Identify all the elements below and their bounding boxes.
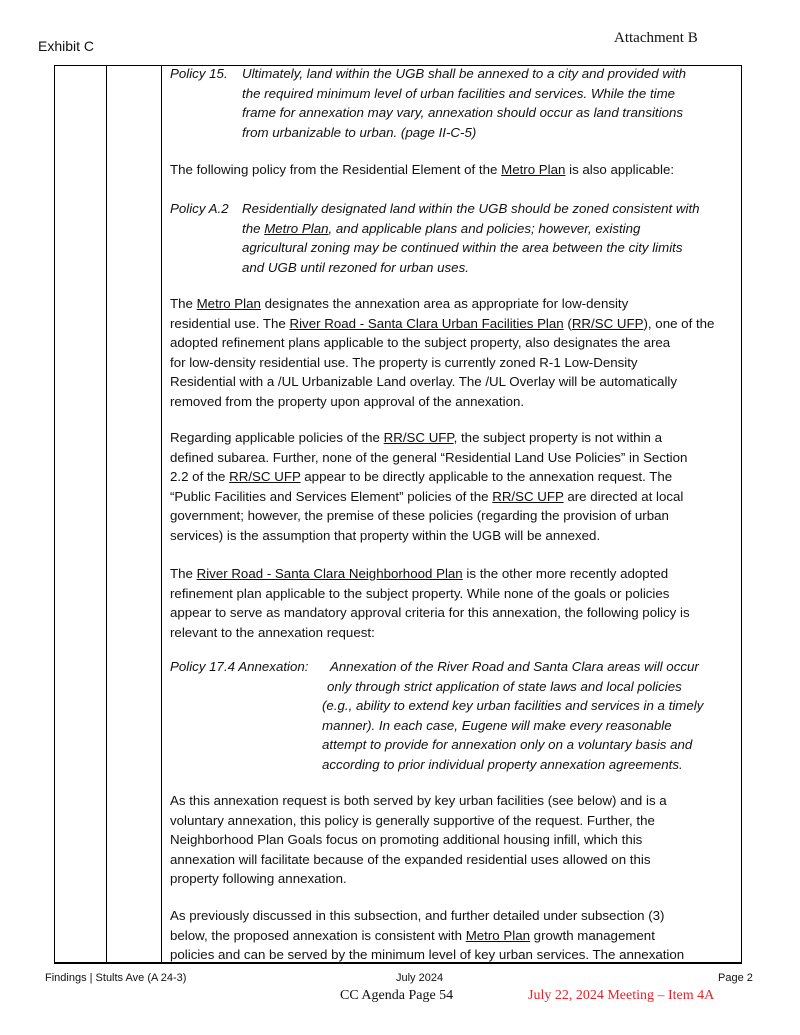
text-line xyxy=(170,696,703,716)
footer-page: Page 2 xyxy=(718,972,753,984)
attachment-label: Attachment B xyxy=(614,30,698,46)
text-segment: , and applicable plans and policies; however, existing xyxy=(328,220,641,236)
text-segment: appear to be directly applicable to the annexation request. The xyxy=(300,469,673,485)
text-line xyxy=(170,294,714,314)
paragraph-rrsc-ufp-policies xyxy=(170,428,687,546)
text-segment: refinement plan applicable to the subject property. While none of the goals or policies xyxy=(170,585,670,601)
plan-reference: Metro Plan xyxy=(465,927,530,943)
paragraph-policy-15 xyxy=(170,64,686,142)
footer-date: July 2024 xyxy=(396,972,444,984)
text-segment: appear to serve as mandatory approval criteria for this annexation, the following policy is xyxy=(170,605,690,621)
text-line xyxy=(170,623,690,643)
text-segment: ( xyxy=(563,315,572,331)
text-line xyxy=(170,755,703,775)
text-line xyxy=(170,945,684,965)
text-line xyxy=(170,353,714,373)
plan-reference: River Road - Santa Clara Neighborhood Plan xyxy=(196,566,463,581)
plan-reference: RR/SC UFP xyxy=(383,430,454,445)
plan-reference: RR/SC UFP xyxy=(229,469,301,485)
text-line xyxy=(170,64,686,84)
text-segment: the xyxy=(242,220,265,236)
text-segment: (e.g., ability to extend key urban facilities and services in a timely xyxy=(322,698,704,714)
policy-label: Policy 17.4 Annexation: xyxy=(170,659,309,674)
text-line xyxy=(170,314,714,334)
text-segment: annexation will facilitate because of the expanded residential uses allowed on this xyxy=(170,851,651,867)
text-segment: is also applicable: xyxy=(565,162,675,177)
agenda-page: CC Agenda Page 54 xyxy=(340,988,454,1003)
plan-reference: RR/SC UFP xyxy=(571,315,644,331)
exhibit-label: Exhibit C xyxy=(38,38,95,54)
plan-reference: Metro Plan xyxy=(501,162,566,177)
plan-reference: Metro Plan xyxy=(264,220,329,236)
text-line xyxy=(170,333,714,353)
text-line xyxy=(170,791,667,811)
text-line xyxy=(170,735,703,755)
text-segment: agricultural zoning may be continued within the area between the city limits xyxy=(242,240,683,256)
text-segment: ), one of the xyxy=(643,315,715,331)
paragraph-supportive xyxy=(170,791,667,889)
text-line xyxy=(170,372,714,392)
text-line xyxy=(170,219,700,239)
column-divider xyxy=(161,66,162,962)
text-line xyxy=(170,926,684,946)
plan-reference: RR/SC UFP xyxy=(492,488,564,504)
text-line xyxy=(170,467,687,487)
text-line xyxy=(170,428,687,448)
text-line xyxy=(170,603,690,623)
text-segment: removed from the property upon approval of the annexation. xyxy=(170,393,525,409)
paragraph-neighborhood-plan xyxy=(170,564,690,642)
text-segment: voluntary annexation, this policy is generally supportive of the request. Further, the xyxy=(170,812,655,828)
meeting-label: July 22, 2024 Meeting – Item 4A xyxy=(528,988,715,1003)
text-segment: defined subarea. Further, none of the general “Residential Land Use Policies” in Section xyxy=(170,449,688,465)
plan-reference: River Road - Santa Clara Urban Facilities Plan xyxy=(289,315,564,331)
paragraph-policy-17-4 xyxy=(170,657,703,775)
text-segment: designates the annexation area as appropriate for low-density xyxy=(260,296,629,311)
text-line xyxy=(170,238,700,258)
text-line xyxy=(170,526,687,546)
text-line xyxy=(170,103,686,123)
text-segment: from urbanizable to urban. (page II-C-5) xyxy=(242,124,477,140)
text-segment: according to prior individual property annexation agreements. xyxy=(322,756,683,772)
paragraph-metro-plan-designation xyxy=(170,294,714,412)
text-line xyxy=(170,199,700,219)
text-segment: relevant to the annexation request: xyxy=(170,624,375,640)
text-segment: Residential with a /UL Urbanizable Land overlay. The /UL Overlay will be automatically xyxy=(170,374,678,390)
text-segment: Neighborhood Plan Goals focus on promoting additional housing infill, which this xyxy=(170,832,643,848)
text-line xyxy=(170,906,684,926)
text-line xyxy=(170,811,667,831)
text-line xyxy=(170,160,674,180)
text-line xyxy=(170,258,700,278)
text-segment: attempt to provide for annexation only on a voluntary basis and xyxy=(322,737,693,753)
text-segment: the required minimum level of urban facilities and services. While the time xyxy=(242,85,676,101)
text-line xyxy=(170,448,687,468)
text-segment: Ultimately, land within the UGB shall be annexed to a city and provided with xyxy=(242,66,686,81)
text-segment: Residentially designated land within the UGB should be zoned consistent with xyxy=(242,201,700,216)
text-segment: and UGB until rezoned for urban uses. xyxy=(242,259,469,275)
text-segment: The xyxy=(170,566,197,581)
text-segment: The following policy from the Residential Element of the xyxy=(170,162,502,177)
column-divider xyxy=(106,66,107,962)
text-segment: only through strict application of state laws and local policies xyxy=(327,678,682,694)
policy-label: Policy A.2 xyxy=(170,201,229,216)
text-segment: , the subject property is not within a xyxy=(453,430,663,445)
text-segment: Regarding applicable policies of the xyxy=(170,430,384,445)
text-segment: frame for annexation may vary, annexation should occur as land transitions xyxy=(242,105,684,121)
text-line xyxy=(170,84,686,104)
text-line xyxy=(170,869,667,889)
policy-label: Policy 15. xyxy=(170,66,228,81)
text-segment: government; however, the premise of these policies (regarding the provision of urban xyxy=(170,508,669,524)
text-segment: below, the proposed annexation is consistent with xyxy=(170,927,466,943)
text-line xyxy=(170,506,687,526)
text-segment: are directed at local xyxy=(563,488,684,504)
text-segment: services) is the assumption that property within the UGB will be annexed. xyxy=(170,527,601,543)
text-segment: residential use. The xyxy=(170,315,290,331)
footer-left: Findings | Stults Ave (A 24-3) xyxy=(45,972,187,984)
text-segment: As this annexation request is both served by key urban facilities (see below) and is a xyxy=(170,793,667,808)
paragraph-policy-a2 xyxy=(170,199,700,277)
paragraph-residential-intro xyxy=(170,160,674,180)
text-line xyxy=(170,677,703,697)
text-segment: As previously discussed in this subsection, and further detailed under subsection (3) xyxy=(170,908,665,923)
text-line xyxy=(170,392,714,412)
text-line xyxy=(170,564,690,584)
text-segment: policies and can be served by the minimum level of key urban services. The annexation xyxy=(170,947,685,963)
text-segment: property following annexation. xyxy=(170,871,347,887)
text-segment: “Public Facilities and Services Element” policies of the xyxy=(170,488,493,504)
paragraph-consistency xyxy=(170,906,684,965)
text-line xyxy=(170,716,703,736)
text-line xyxy=(170,830,667,850)
text-line xyxy=(170,584,690,604)
text-segment: growth management xyxy=(529,927,655,943)
text-segment: for low-density residential use. The property is currently zoned R-1 Low-Density xyxy=(170,354,638,370)
text-segment: is the other more recently adopted xyxy=(462,566,669,581)
text-segment: 2.2 of the xyxy=(170,469,230,485)
text-segment: adopted refinement plans applicable to the subject property, also designates the area xyxy=(170,335,671,351)
text-line xyxy=(170,123,686,143)
text-line xyxy=(170,850,667,870)
text-segment: The xyxy=(170,296,197,311)
text-line xyxy=(170,487,687,507)
plan-reference: Metro Plan xyxy=(196,296,261,311)
text-segment: Annexation of the River Road and Santa Clara areas will occur xyxy=(330,659,699,674)
text-segment: manner). In each case, Eugene will make every reasonable xyxy=(322,717,672,733)
